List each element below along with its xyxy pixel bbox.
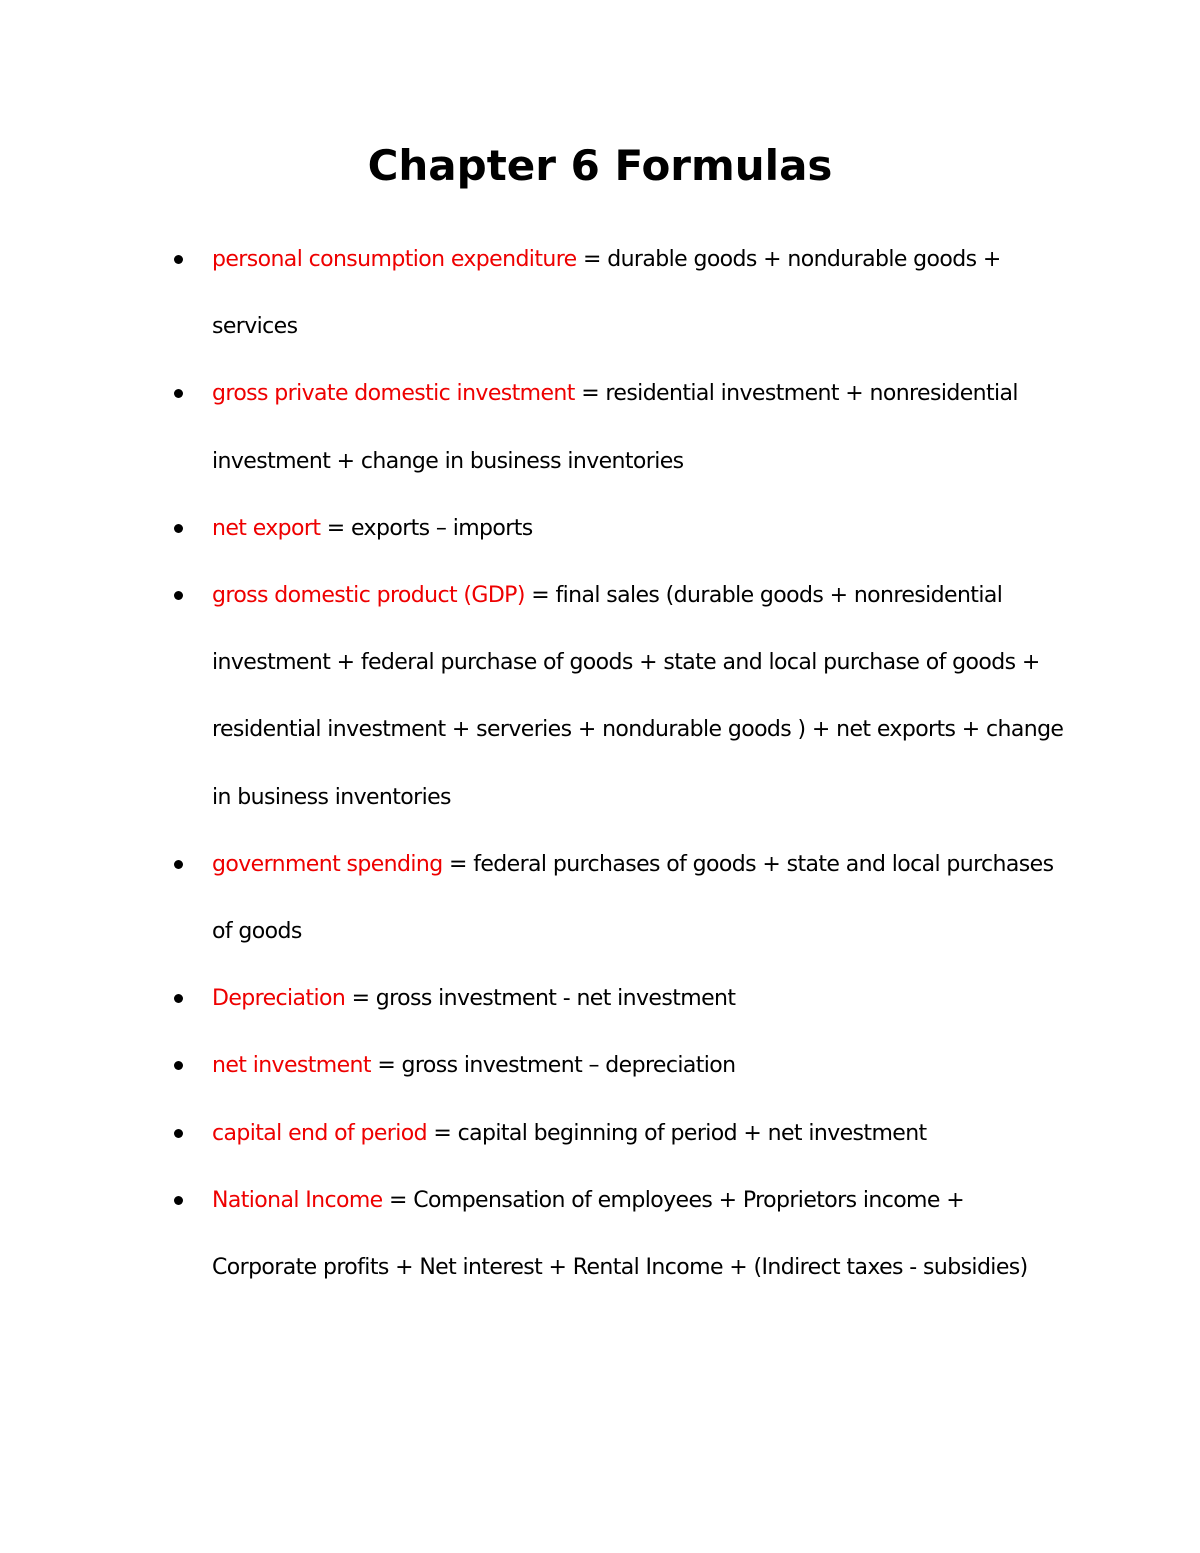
- formula-item-capital-end-of-period: [212, 1100, 1072, 1167]
- bullet-icon: [174, 1196, 183, 1205]
- formula-term: government spending: [212, 851, 443, 877]
- formula-definition: = exports – imports: [320, 515, 533, 541]
- formula-term: net investment: [212, 1053, 371, 1079]
- formula-definition: = gross investment - net investment: [345, 986, 736, 1012]
- bullet-icon: [174, 994, 183, 1003]
- formula-term: gross private domestic investment: [212, 381, 575, 407]
- formula-definition: = Compensation of employees + Proprietors income + Corporate profits + Net interest + Rental Income + (Indirect taxes - subsidies): [212, 1187, 1028, 1281]
- formula-item-depreciation: [212, 965, 1072, 1032]
- bullet-icon: [174, 860, 183, 869]
- formula-definition: = federal purchases of goods + state and local purchases of goods: [212, 851, 1054, 945]
- formula-item-national-income: [212, 1167, 1072, 1301]
- formula-item-personal-consumption-expenditure: [212, 226, 1072, 360]
- formula-list: [212, 226, 1072, 1301]
- formula-definition: = capital beginning of period + net investment: [426, 1120, 927, 1146]
- formula-term: gross domestic product (GDP): [212, 583, 525, 609]
- formula-item-government-spending: [212, 831, 1072, 965]
- formula-item-gross-domestic-product: [212, 562, 1072, 831]
- bullet-icon: [174, 1061, 183, 1070]
- bullet-icon: [174, 389, 183, 398]
- formula-term: personal consumption expenditure: [212, 247, 577, 272]
- formula-item-net-investment: [212, 1032, 1072, 1099]
- formula-term: net export: [212, 515, 321, 541]
- page-title: Chapter 6 Formulas: [367, 141, 833, 190]
- formula-term: Depreciation: [212, 986, 346, 1012]
- formula-term: National Income: [212, 1187, 383, 1213]
- formula-definition: = gross investment – depreciation: [370, 1053, 736, 1079]
- formula-item-net-export: [212, 495, 1072, 562]
- bullet-icon: [174, 524, 183, 533]
- formula-term: capital end of period: [212, 1120, 427, 1146]
- bullet-icon: [174, 1129, 183, 1138]
- bullet-icon: [174, 591, 183, 600]
- formula-definition: = final sales (durable goods + nonresidential investment + federal purchase of goods + state and local purchase of goods + residential investment + serveries + nondurable goods ) + net exports + change in business inventories: [212, 583, 1064, 810]
- formula-item-gross-private-domestic-investment: [212, 360, 1072, 494]
- formula-definition: = residential investment + nonresidential investment + change in business inventories: [212, 381, 1018, 474]
- bullet-icon: [174, 255, 183, 264]
- formula-definition: = durable goods + nondurable goods + services: [212, 247, 1001, 340]
